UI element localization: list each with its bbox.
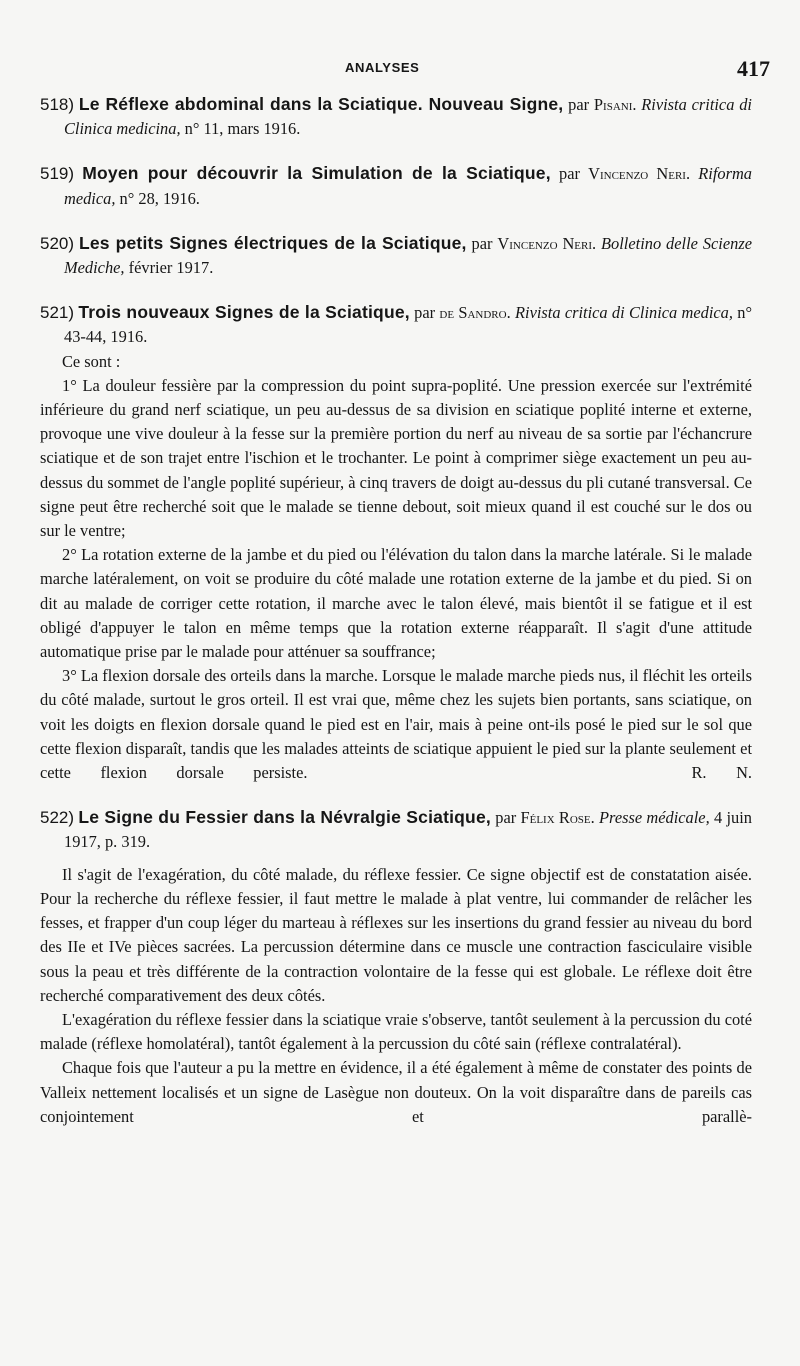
entry-number: 521) — [40, 303, 75, 323]
entry-title: Le Signe du Fessier dans la Névralgie Sciatique, — [78, 807, 491, 828]
entry-number: 518) — [40, 95, 75, 114]
signature: R. N. — [691, 763, 753, 783]
entry-author: Vincenzo Neri. — [588, 164, 691, 184]
page-number: 417 — [737, 56, 770, 81]
entry-heading — [40, 231, 752, 280]
entry-author: de Sandro. — [439, 303, 511, 323]
entry-author: Vincenzo Neri. — [497, 233, 597, 253]
entry-heading — [40, 92, 752, 141]
entry-522 — [40, 805, 752, 1129]
paragraph: Chaque fois que l'auteur a pu la mettre en évidence, il a été également à même de constater des points de Valleix nettement localisés et un signe de Lasègue non douteux. On la voit disparaître dans de pareils cas conjointement et parallè- — [40, 1058, 752, 1126]
entry-details: n° 28, 1916. — [119, 188, 200, 208]
entry-heading — [40, 161, 752, 210]
paragraph: 2° La rotation externe de la jambe et du pied ou l'élévation du talon dans la marche latérale. Si le malade marche latéralement, on voit se produire du côté malade une rotation externe de la jambe et du pied. Si on dit au malade de corriger cette rotation, il marche avec le talon élevé, mais bientôt il se fatigue et il est obligé d'appuyer le talon en même temps que la rotation externe réapparaît. Il s'agit d'une attitude automatique prise par le malade pour atténuer sa souffrance; — [40, 545, 752, 662]
entry-details: 4 juin 1917, p. 319. — [64, 808, 752, 852]
entry-details: février 1917. — [128, 258, 214, 278]
entry-title: Les petits Signes électriques de la Sciatique, — [78, 232, 467, 253]
page-header — [0, 56, 800, 86]
paragraph: 1° La douleur fessière par la compression du point supra-poplité. Une pression exercée sur l'extrémité inférieure du grand nerf sciatique, un peu au-dessus de sa division en sciatique poplité interne et externe, provoque une vive douleur à la fesse sur la première portion du nerf au niveau de sa sortie par l'échancrure sciatique et de son trajet entre l'ischion et le trochanter. Le point à comprimer siège exactement un peu au-dessus du sommet de l'angle poplité supérieur, à cinq travers de doigt au-dessus du pli cutané transversal. Ce signe peut être recherché soit que le malade se tienne debout, soit mieux quand il est couché sur le dos ou sur le ventre; — [40, 375, 752, 541]
entry-source: Bolletino delle Scienze Mediche, — [64, 233, 752, 278]
entry-number: 520) — [40, 233, 75, 253]
entry-details: n° 11, mars 1916. — [184, 119, 301, 139]
entry-heading — [40, 805, 752, 854]
paragraph-text: 3° La flexion dorsale des orteils dans la marche. Lorsque le malade marche pieds nus, il fléchit les orteils du côté malade, surtout le gros orteil. Il est vrai que, même chez les sujets bien portants, sans sciatique, on voit les doigts en flexion dorsale quand le pied est en l'air, mais à peine ont-ils posé le pied sur le sol que cette flexion disparaît, tandis que les malades atteints de sciatique appuient le pied sur la plante seulement et cette flexion dorsale persiste. — [40, 666, 752, 783]
entry-number: 522) — [40, 808, 75, 828]
entry-title: Moyen pour découvrir la Simulation de la Sciatique, — [82, 163, 551, 184]
entry-title: Trois nouveaux Signes de la Sciatique, — [78, 302, 410, 323]
entry-author: Félix Rose. — [520, 808, 595, 828]
entry-by: par — [559, 164, 580, 184]
entry-heading — [40, 300, 752, 349]
entry-by: par — [414, 303, 436, 323]
paragraph: Ce sont : — [62, 351, 121, 371]
entry-author: Pisani. — [593, 95, 637, 114]
paragraph — [40, 664, 752, 785]
entry-by: par — [495, 808, 517, 828]
entry-source: Rivista critica di Clinica medicina, — [64, 95, 752, 139]
entry-521 — [40, 300, 752, 785]
entry-by: par — [568, 95, 590, 114]
entry-title: Le Réflexe abdominal dans la Sciatique. Nouveau Signe, — [78, 94, 564, 114]
paragraph: L'exagération du réflexe fessier dans la sciatique vraie s'observe, tantôt seulement à la percussion du coté malade (réflexe homolatéral), tantôt également à la percussion du côté sain (réflexe contralatéral). — [40, 1009, 752, 1054]
entry-518 — [40, 92, 752, 141]
entry-source: Presse médicale, — [599, 808, 710, 828]
entry-details: n° 43-44, 1916. — [64, 303, 753, 347]
entry-by: par — [471, 233, 493, 253]
entry-source: Riforma medica, — [64, 164, 752, 208]
entry-number: 519) — [40, 164, 75, 184]
page-content — [40, 92, 752, 1149]
entry-519 — [40, 161, 752, 210]
entry-520 — [40, 231, 752, 280]
paragraph: Il s'agit de l'exagération, du côté malade, du réflexe fessier. Ce signe objectif est de constatation aisée. Pour la recherche du réflexe fessier, il faut mettre le malade à plat ventre, lui commander de relâcher les fesses, et frapper d'un coup léger du marteau à réflexes sur les insertions du grand fessier au niveau du bord des IIe et IVe pièces sacrées. La percussion détermine dans ce muscle une contraction fasciculaire visible sous la peau et très différente de la contraction volontaire de la fesse qui est globale. Le réflexe doit être recherché comparativement des deux côtés. — [40, 864, 752, 1005]
running-head: ANALYSES — [345, 60, 420, 75]
entry-source: Rivista critica di Clinica medica, — [515, 303, 733, 323]
